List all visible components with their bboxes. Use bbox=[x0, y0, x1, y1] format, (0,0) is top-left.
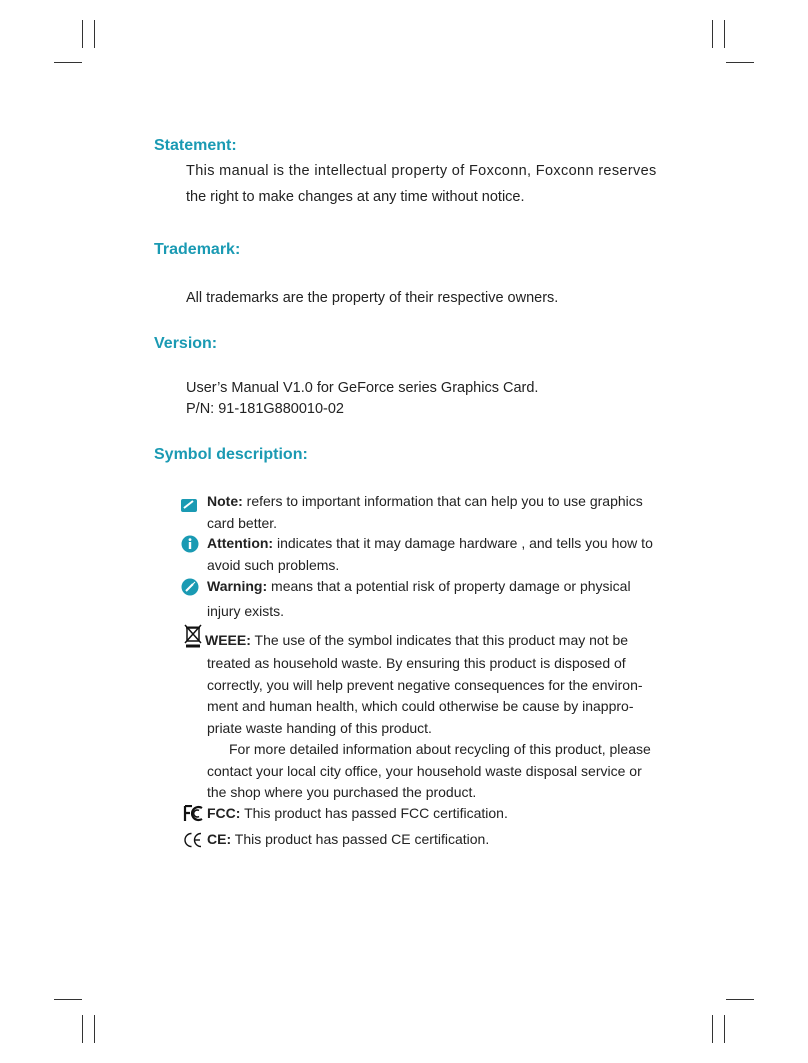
version-part-number: P/N: 91-181G880010-02 bbox=[186, 401, 344, 417]
attention-label: Attention: bbox=[207, 535, 274, 551]
weee-line-4: ment and human health, which could otherwise be cause by inappro- bbox=[207, 698, 634, 714]
ce-mark-icon bbox=[183, 832, 203, 848]
attention-text: indicates that it may damage hardware , and tells you how to bbox=[273, 535, 653, 551]
attention-description bbox=[207, 533, 667, 576]
note-label: Note: bbox=[207, 493, 243, 509]
info-icon bbox=[181, 535, 199, 553]
weee-line-2: treated as household waste. By ensuring this product is disposed of bbox=[207, 655, 626, 671]
note-description bbox=[207, 491, 667, 534]
statement-line-1: This manual is the intellectual property of Foxconn, Foxconn reserves bbox=[186, 163, 657, 179]
weee-line-3: correctly, you will help prevent negative consequences for the environ- bbox=[207, 676, 643, 693]
warning-description bbox=[207, 576, 667, 622]
version-line-1: User’s Manual V1.0 for GeForce series Graphics Card. bbox=[186, 380, 539, 396]
weee-line-5: priate waste handing of this product. bbox=[207, 719, 432, 736]
attention-text-2: avoid such problems. bbox=[207, 556, 340, 573]
note-text-2: card better. bbox=[207, 514, 278, 531]
weee-bin-icon bbox=[184, 624, 202, 648]
warning-text-2: injury exists. bbox=[207, 602, 285, 619]
version-text bbox=[186, 378, 666, 420]
fcc-description bbox=[207, 803, 667, 825]
symbol-description-heading: Symbol description: bbox=[154, 446, 308, 463]
ce-text: This product has passed CE certification. bbox=[231, 831, 490, 847]
statement-line-2: the right to make changes at any time without notice. bbox=[186, 189, 525, 205]
fcc-logo-icon bbox=[183, 805, 203, 822]
fcc-label: FCC: bbox=[207, 805, 241, 821]
note-text: refers to important information that can help you to use graphics bbox=[242, 493, 643, 509]
statement-heading: Statement: bbox=[154, 137, 237, 154]
weee-description bbox=[205, 630, 665, 652]
fcc-text: This product has passed FCC certification. bbox=[240, 805, 508, 821]
weee-line-6: For more detailed information about recycling of this product, please bbox=[229, 741, 651, 757]
warning-icon bbox=[181, 578, 199, 596]
ce-label: CE: bbox=[207, 831, 232, 847]
weee-line-7: contact your local city office, your household waste disposal service or bbox=[207, 762, 642, 779]
weee-body bbox=[207, 653, 667, 804]
weee-line-8: the shop where you purchased the product. bbox=[207, 784, 477, 800]
warning-text: means that a potential risk of property damage or physical bbox=[267, 578, 631, 594]
ce-description bbox=[207, 829, 667, 851]
weee-text: The use of the symbol indicates that this product may not be bbox=[250, 632, 629, 648]
warning-label: Warning: bbox=[207, 578, 268, 594]
statement-text bbox=[186, 158, 666, 210]
note-icon bbox=[180, 496, 198, 514]
weee-label: WEEE: bbox=[205, 632, 251, 648]
version-heading: Version: bbox=[154, 335, 218, 352]
trademark-heading: Trademark: bbox=[154, 241, 241, 258]
trademark-text: All trademarks are the property of their respective owners. bbox=[186, 290, 559, 306]
